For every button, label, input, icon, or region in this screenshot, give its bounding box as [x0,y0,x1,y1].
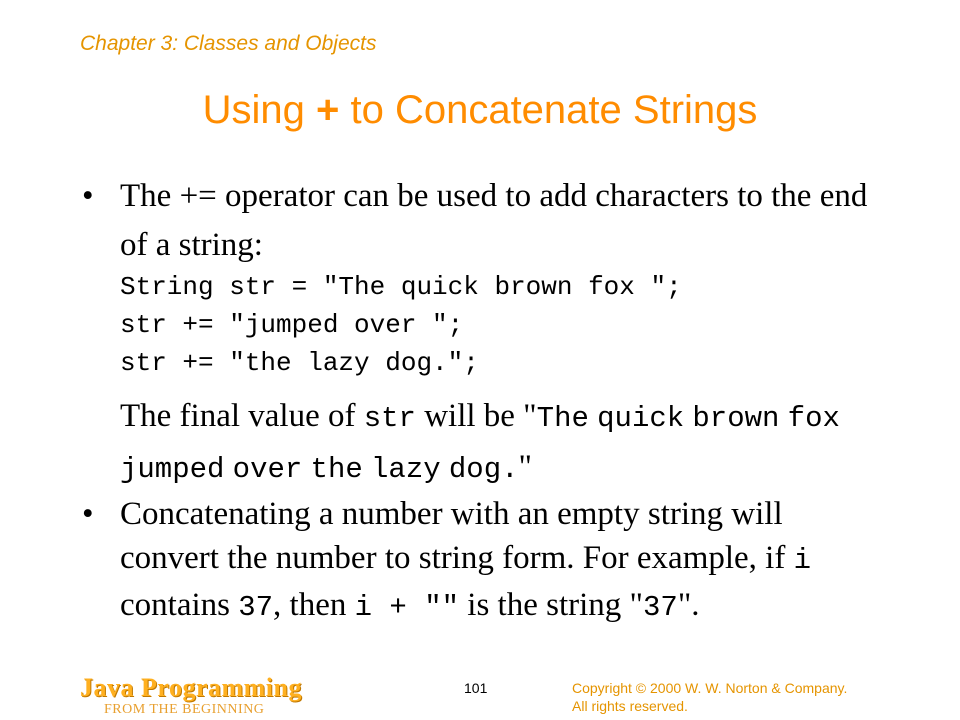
title-plus-sign: + [316,88,340,132]
bullet-2-part: is the string " [459,587,644,623]
operator-text: += [179,178,217,214]
final-text-part: will be " [415,398,537,434]
final-text-part: " [518,449,532,485]
code-word: lazy [371,453,441,486]
code-word: quick [597,402,685,435]
code-var-str: str [363,402,416,435]
bullet-1-part: operator can be used to add characters to the end of a string: [120,178,868,263]
code-word: brown [692,402,780,435]
copyright-notice [572,679,847,715]
java-programming-logo: Java Programming [80,673,302,702]
code-word: The [536,402,589,435]
bullet-icon: • [82,496,94,532]
code-word: fox [787,402,840,435]
bullet-item-2 [82,492,882,630]
code-block [120,268,682,382]
page-number: 101 [464,680,488,696]
code-word: the [310,453,363,486]
bullet-item-1 [82,172,882,270]
bullet-2-part: , then [273,587,355,623]
code-word: dog. [448,453,519,486]
final-text-part: The final value of [120,398,364,434]
slide-title [0,88,960,133]
title-prefix: Using [202,88,316,132]
bullet-2-part: contains [120,587,239,623]
logo-subtitle: FROM THE BEGINNING [104,702,265,717]
copyright-line-2: All rights reserved. [572,698,688,714]
code-var-i: i [793,544,811,577]
copyright-line-1: Copyright © 2000 W. W. Norton & Company. [572,680,848,696]
code-expression: i + "" [354,591,460,624]
code-line-1: String str = "The quick brown fox "; [120,272,682,302]
code-line-3: str += "the lazy dog."; [120,348,479,378]
code-number: 37 [643,591,678,624]
bullet-2-part: Concatenating a number with an empty string will convert the number to string form. For example, if [120,496,794,576]
bullet-1-part: The [120,178,180,214]
bullet-2-text [120,492,882,630]
code-line-2: str += "jumped over "; [120,310,464,340]
code-word: over [232,453,303,486]
bullet-icon: • [82,178,94,214]
bullet-2-part: ". [677,587,700,623]
bullet-1-text [120,172,882,270]
final-value-paragraph [120,392,880,494]
code-word: jumped [120,453,225,486]
title-suffix: to Concatenate Strings [339,88,758,132]
code-number: 37 [238,591,274,624]
chapter-header: Chapter 3: Classes and Objects [80,32,377,55]
